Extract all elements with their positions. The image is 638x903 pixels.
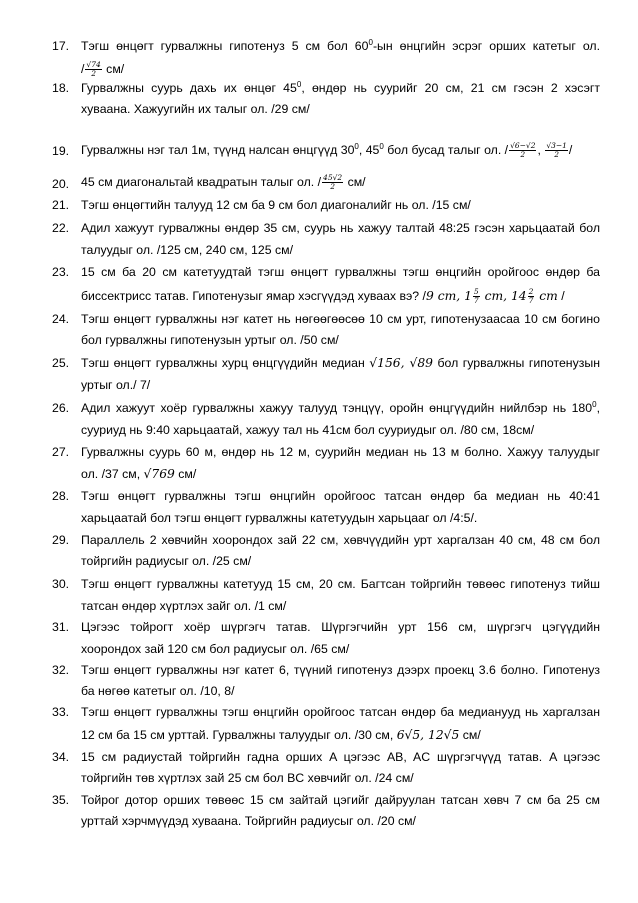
problem-answer: ол. /37 см, √769 см/ — [81, 467, 197, 481]
problem-text: Тэгш өнцөгт гурвалжны тэгш өнцгийн оройгоос татсан өндөр ба медианууд нь харгалзан — [81, 705, 600, 719]
problem-text-cont: талуудыг ол. /125 см, 240 см, 125 см/ — [81, 243, 293, 257]
problem-text: Тэгш өнцөгт гурвалжны тэгш өнцгийн оройгоос татсан өндөр ба медиан нь 40:41 — [81, 489, 600, 503]
fraction: $\frac{√3-1}{2}$ — [546, 141, 567, 159]
problem-text-cont: тойргийн төв хүртлэх зай 25 см бол BC хөвчийг ол. /24 см/ — [81, 771, 414, 785]
problem-number: 18. — [52, 81, 70, 95]
problem-answer: биссектрисс татав. Гипотенузыг ямар хэсгүүдэд хуваах вэ? /9 cm, 1 $\frac{5}{7}$ cm, 14 $\frac{2}{7}$ cm / — [81, 287, 565, 305]
problem-text: Цэгээс тойрогт хоёр шүргэгч татав. Шүргэгчийн урт 156 см, шүргэгч цэгүүдийн — [81, 620, 600, 634]
problem-text-cont: уртыг ол./ 7/ — [81, 378, 151, 392]
problem-text: Адил хажуут гурвалжны өндөр 35 см, суурь нь хажуу талтай 48:25 гэсэн харьцаатай бол — [81, 221, 600, 235]
problem-number: 22. — [52, 221, 70, 235]
fraction: $\frac{√6-√2}{2}$ — [510, 141, 536, 159]
problem-text: Тэгш өнцөгт гурвалжны хурц өнцгүүдийн медиан √156, √89 бол гурвалжны гипотенузын — [81, 356, 600, 370]
problem-answer: 12 см ба 15 см урттай. Гурвалжны талуудыг ол. /30 см, 6√5, 12√5 см/ — [81, 728, 481, 742]
problem-text-cont: харьцаатай бол тэгш өнцөгт гурвалжны катетуудын харьцааг ол /4:5/. — [81, 511, 478, 525]
problem-text: Гурвалжны суурь 60 м, өндөр нь 12 м, суурийн медиан нь 13 м болно. Хажуу талуудыг — [81, 445, 600, 459]
problem-number: 25. — [52, 356, 70, 370]
problem-text-cont: хуваана. Хажуугийн их талыг ол. /29 см/ — [81, 102, 310, 116]
fraction: $\frac{45√2}{2}$ — [323, 173, 343, 191]
fraction: $\frac{5}{7}$ — [473, 287, 479, 305]
problem-text: Тойрог дотор орших төвөөс 15 см зайтай цэгийг дайруулан татсан хөвч 7 см ба 25 см — [81, 793, 600, 807]
problem-text: 45 см диагональтай квадратын талыг ол. / $\frac{45√2}{2}$ см/ — [81, 173, 366, 191]
fraction: $\frac{2}{7}$ — [528, 287, 534, 305]
problem-text: Тэгш өнцөгт гурвалжны катетууд 15 см, 20 см. Багтсан тойргийн төвөөс гипотенуз тийш — [81, 577, 600, 591]
problem-text: Параллель 2 хөвчийн хоорондох зай 22 см, хөвчүүдийн урт харгалзан 40 см, 48 см бол — [81, 533, 600, 547]
problem-text-cont: ба нөгөө катетыг ол. /10, 8/ — [81, 684, 235, 698]
problem-number: 33. — [52, 705, 70, 719]
problem-text-cont: бол гурвалжны гипотенузын уртыг ол. /50 см/ — [81, 333, 339, 347]
problem-number: 28. — [52, 489, 70, 503]
problem-text-cont: тойргийн радиусыг ол. /25 см/ — [81, 554, 252, 568]
problem-number: 27. — [52, 445, 70, 459]
problem-answer: / $\frac{√74}{2}$ см/ — [81, 60, 125, 78]
problem-text: Гурвалжны нэг тал 1м, түүнд налсан өнцгүүд $30^0$, $45^0$ бол бусад талыг ол. / $\frac{√6-√2}{2}$ , $\frac{√3-1}{2}$ / — [81, 141, 573, 159]
problem-text-cont: урттай хэрчмүүдэд хуваана. Тойргийн радиусыг ол. /20 см/ — [81, 814, 416, 828]
problem-text: Тэгш өнцөгт гурвалжны гипотенуз 5 см бол $60^0-ын$ өнцгийн эсрэг орших катетыг ол. — [81, 38, 600, 53]
problem-text: Адил хажуут хоёр гурвалжны хажуу талууд тэнцүү, оройн өнцгүүдийн нийлбэр нь $180^0$, — [81, 400, 600, 415]
problem-number: 30. — [52, 577, 70, 591]
problem-number: 31. — [52, 620, 70, 634]
problem-number: 34. — [52, 750, 70, 764]
problem-text: 15 см радиустай тойргийн гадна орших A цэгээс AB, AC шүргэгчүүд татав. A цэгээс — [81, 750, 600, 764]
problem-text-cont: хоорондох зай 120 см бол радиусыг ол. /65 см/ — [81, 642, 350, 656]
problem-number: 29. — [52, 533, 70, 547]
problem-text: Тэгш өнцөгтийн талууд 12 см ба 9 см бол диагоналийг нь ол. /15 см/ — [81, 198, 471, 212]
problem-text-cont: татсан өндөр хүртлэх зайг ол. /1 см/ — [81, 599, 287, 613]
problem-text: Тэгш өнцөгт гурвалжны нэг катет 6, түүний гипотенуз дээрх проекц 3.6 болно. Гипотенуз — [81, 663, 600, 677]
problem-number: 19. — [52, 144, 70, 158]
problem-number: 26. — [52, 401, 70, 415]
problem-number: 23. — [52, 265, 70, 279]
problem-number: 32. — [52, 663, 70, 677]
problem-text-cont: сууриуд нь 9:40 харьцаатай, хажуу тал нь 41см бол сууриудыг ол. /80 см, 18см/ — [81, 423, 535, 437]
problem-number: 20. — [52, 177, 70, 191]
fraction: $\frac{√74}{2}$ — [86, 60, 101, 78]
problem-text: 15 см ба 20 см катетуудтай тэгш өнцөгт гурвалжны тэгш өнцгийн оройгоос өндөр ба — [81, 265, 600, 279]
problem-text: Гурвалжны суурь дахь их өнцөг $45^0$, өндөр нь суурийг 20 см, 21 см гэсэн 2 хэсэгт — [81, 80, 600, 95]
problem-number: 24. — [52, 312, 70, 326]
problem-number: 17. — [52, 39, 70, 53]
problem-number: 21. — [52, 198, 70, 212]
problem-text: Тэгш өнцөгт гурвалжны нэг катет нь нөгөөгөөсөө 10 см урт, гипотенузаасаа 10 см богино — [81, 312, 600, 326]
problem-number: 35. — [52, 793, 70, 807]
